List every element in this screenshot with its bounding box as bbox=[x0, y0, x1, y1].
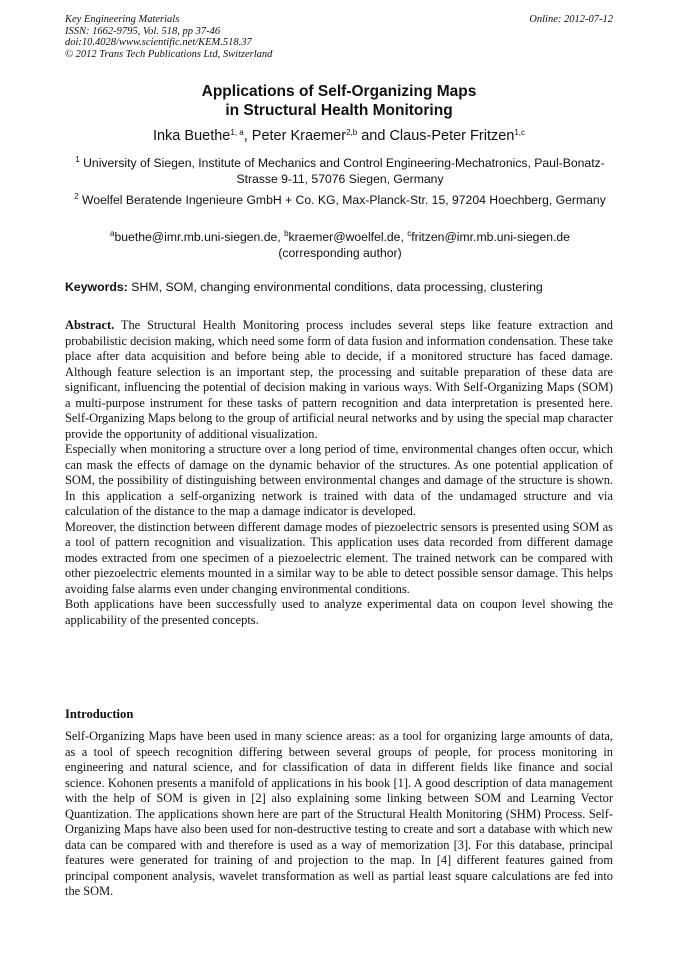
abstract-text: The Structural Health Monitoring process includes several steps like feature extraction and probabilistic decision making, which need some form of data fusion and information condensation. These take place after data acquisition and before being able to decide, if a monitored structure has faced damage. Although feature selection is an important step, the processing and suitable preparation of these data are significant, influencing the potential of decision making in various ways. With Self-Organizing Maps (SOM) a multi-purpose instrument for these tasks of pattern recognition and data interpretation is presented here. Self-Organizing Maps belong to the group of artificial neural networks and by using the special map character provide the opportunity of additional visualization. bbox=[65, 318, 613, 441]
email-sup: c bbox=[407, 229, 412, 238]
affiliation-text: Woelfel Beratende Ingenieure GmbH + Co. KG, Max-Planck-Str. 15, 97204 Hoechberg, Germany bbox=[82, 193, 606, 207]
email-block bbox=[60, 229, 620, 261]
affiliation-number: 2 bbox=[74, 192, 79, 201]
email-link[interactable]: kraemer@woelfel.de, bbox=[288, 230, 408, 244]
keywords bbox=[65, 280, 543, 294]
keywords-label: Keywords: bbox=[65, 280, 128, 294]
affiliation-1 bbox=[60, 155, 620, 187]
journal-name: Key Engineering Materials bbox=[65, 14, 180, 25]
author-sup: 1,c bbox=[514, 128, 526, 137]
email-link[interactable]: fritzen@imr.mb.uni-siegen.de bbox=[411, 230, 570, 244]
abstract bbox=[65, 318, 613, 628]
author-separator: and bbox=[357, 128, 390, 144]
online-date: Online: 2012-07-12 bbox=[529, 14, 613, 25]
email-sup: a bbox=[110, 229, 115, 238]
journal-copyright: © 2012 Trans Tech Publications Ltd, Switzerland bbox=[65, 48, 273, 60]
abstract-paragraph: Especially when monitoring a structure over a long period of time, environmental changes often occur, which can mask the effects of damage on the dynamic behavior of the structures. As one potential application of SOM, the possibility of distinguishing between environmental changes and damage of the structure is shown. In this application a self-organizing network is trained with data of the undamaged structure and via calculation of the distance to the map a damage indicator is developed. bbox=[65, 442, 613, 518]
title-line-2: in Structural Health Monitoring bbox=[225, 102, 453, 119]
affiliation-2 bbox=[60, 192, 620, 208]
author-list bbox=[0, 128, 678, 144]
keywords-text: SHM, SOM, changing environmental conditions, data processing, clustering bbox=[127, 280, 543, 294]
author-sup: 2,b bbox=[346, 128, 358, 137]
abstract-paragraph: Both applications have been successfully used to analyze experimental data on coupon level showing the applicability of the presented concepts. bbox=[65, 597, 613, 627]
introduction-body bbox=[65, 729, 613, 900]
corresponding-note: (corresponding author) bbox=[278, 246, 402, 260]
author-sup: 1, a bbox=[230, 128, 244, 137]
journal-doi: doi:10.4028/www.scientific.net/KEM.518.37 bbox=[65, 37, 252, 48]
affiliation-text: University of Siegen, Institute of Mechanics and Control Engineering-Mechatronics, Paul-Bonatz-Strasse 9-11, 57076 Siegen, Germany bbox=[83, 156, 605, 186]
journal-header bbox=[65, 14, 272, 60]
email-sup: b bbox=[284, 229, 289, 238]
paper-title bbox=[0, 82, 678, 120]
author-separator: , bbox=[243, 128, 252, 144]
affiliation-number: 1 bbox=[75, 155, 80, 164]
introduction-heading: Introduction bbox=[65, 707, 134, 721]
title-line-1: Applications of Self-Organizing Maps bbox=[201, 83, 477, 100]
author-name: Inka Buethe bbox=[152, 128, 231, 144]
abstract-paragraph: Moreover, the distinction between different damage modes of piezoelectric sensors is presented using SOM as a tool of pattern recognition and visualization. This application uses data recorded from different damage modes extracted from one specimen of a piezoelectric element. The trained network can be compared with other piezoelectric elements mounted in a similar way to be able to detect possible sensor damage. This helps avoiding false alarms even under changing environmental conditions. bbox=[65, 519, 613, 596]
email-line bbox=[60, 229, 620, 245]
email-link[interactable]: buethe@imr.mb.uni-siegen.de, bbox=[114, 230, 285, 244]
author-name: Claus-Peter Fritzen bbox=[389, 128, 515, 144]
introduction-paragraph: Self-Organizing Maps have been used in many science areas: as a tool for organizing large amounts of data, as a tool of speech recognition differing between several groups of people, for process monitoring in engineering and natural science, and for classification of data in different fields like finance and social science. Kohonen presents a manifold of applications in his book [1]. A good description of data management with the help of SOM is given in [2] also explaining some linking between SOM and Learning Vector Quantization. The applications shown here are part of the Structural Health Monitoring (SHM) Process. Self-Organizing Maps have also been used for non-destructive testing to create and sort a database with which new data can be compared with and therefore is used as a way of memorization [3]. For this database, principal features were generated for training of and projection to the map. In [4] different features gained from principal component analysis, wavelet transformation as well as partial least square calculations are fed into the SOM. bbox=[65, 729, 613, 898]
author-name: Peter Kraemer bbox=[251, 128, 347, 144]
abstract-label: Abstract. bbox=[65, 318, 115, 332]
journal-issn: ISSN: 1662-9795, Vol. 518, pp 37-46 bbox=[65, 25, 221, 37]
abstract-paragraph bbox=[65, 318, 613, 442]
